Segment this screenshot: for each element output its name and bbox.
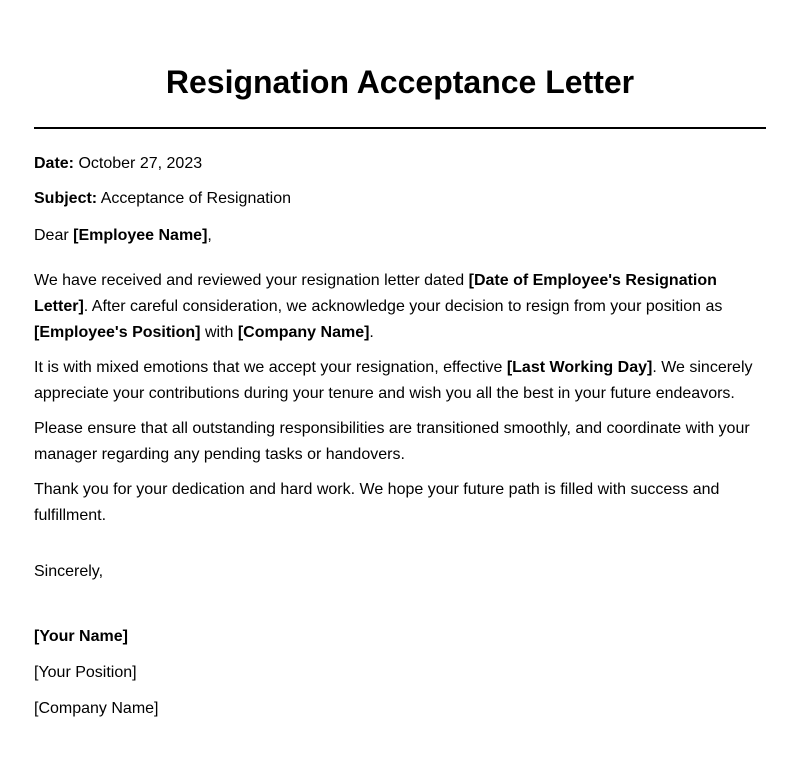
- paragraph-text: It is with mixed emotions that we accept your resignation, effective: [34, 359, 507, 376]
- greeting-name: [Employee Name]: [73, 227, 208, 244]
- paragraph-text: . We sincerely appreciate your contributions during your tenure and wish you all the best in your future endeavors.: [34, 359, 753, 402]
- placeholder-resignation-date: [Date of Employee's Resignation Letter]: [34, 272, 717, 315]
- date-value: October 27, 2023: [78, 155, 203, 172]
- paragraph-text: .: [369, 324, 374, 341]
- paragraph-received: [34, 268, 766, 346]
- page-title: Resignation Acceptance Letter: [165, 64, 635, 100]
- paragraph-text: . After careful consideration, we acknowledge your decision to resign from your position as: [83, 298, 723, 315]
- signature-position: [Your Position]: [34, 664, 137, 681]
- subject-value: Acceptance of Resignation: [100, 190, 292, 207]
- signature-name: [34, 624, 766, 650]
- title-divider: [34, 127, 766, 129]
- letter-body: [34, 151, 766, 722]
- placeholder-employee-position: [Employee's Position]: [34, 324, 201, 341]
- date-line: [34, 151, 766, 177]
- date-label: Date:: [34, 155, 75, 172]
- subject-line: [34, 186, 766, 212]
- subject-label: Subject:: [34, 190, 98, 207]
- paragraph-text: We have received and reviewed your resignation letter dated: [34, 272, 469, 289]
- greeting-suffix: ,: [207, 227, 212, 244]
- greeting-prefix: Dear: [34, 227, 74, 244]
- greeting: [34, 223, 766, 249]
- placeholder-last-working-day: [Last Working Day]: [506, 359, 653, 376]
- paragraph-text: with: [200, 324, 238, 341]
- signature-name-text: [Your Name]: [34, 628, 128, 645]
- placeholder-company-name: [Company Name]: [237, 324, 370, 341]
- paragraph-transition: Please ensure that all outstanding responsibilities are transitioned smoothly, and coordinate with your manager regarding any pending tasks or handovers.: [34, 420, 750, 463]
- closing: Sincerely,: [34, 563, 104, 580]
- paragraph-accept: [34, 355, 766, 407]
- signature-company: [Company Name]: [34, 700, 159, 717]
- paragraph-thanks: Thank you for your dedication and hard work. We hope your future path is filled with success and fulfillment.: [34, 481, 720, 524]
